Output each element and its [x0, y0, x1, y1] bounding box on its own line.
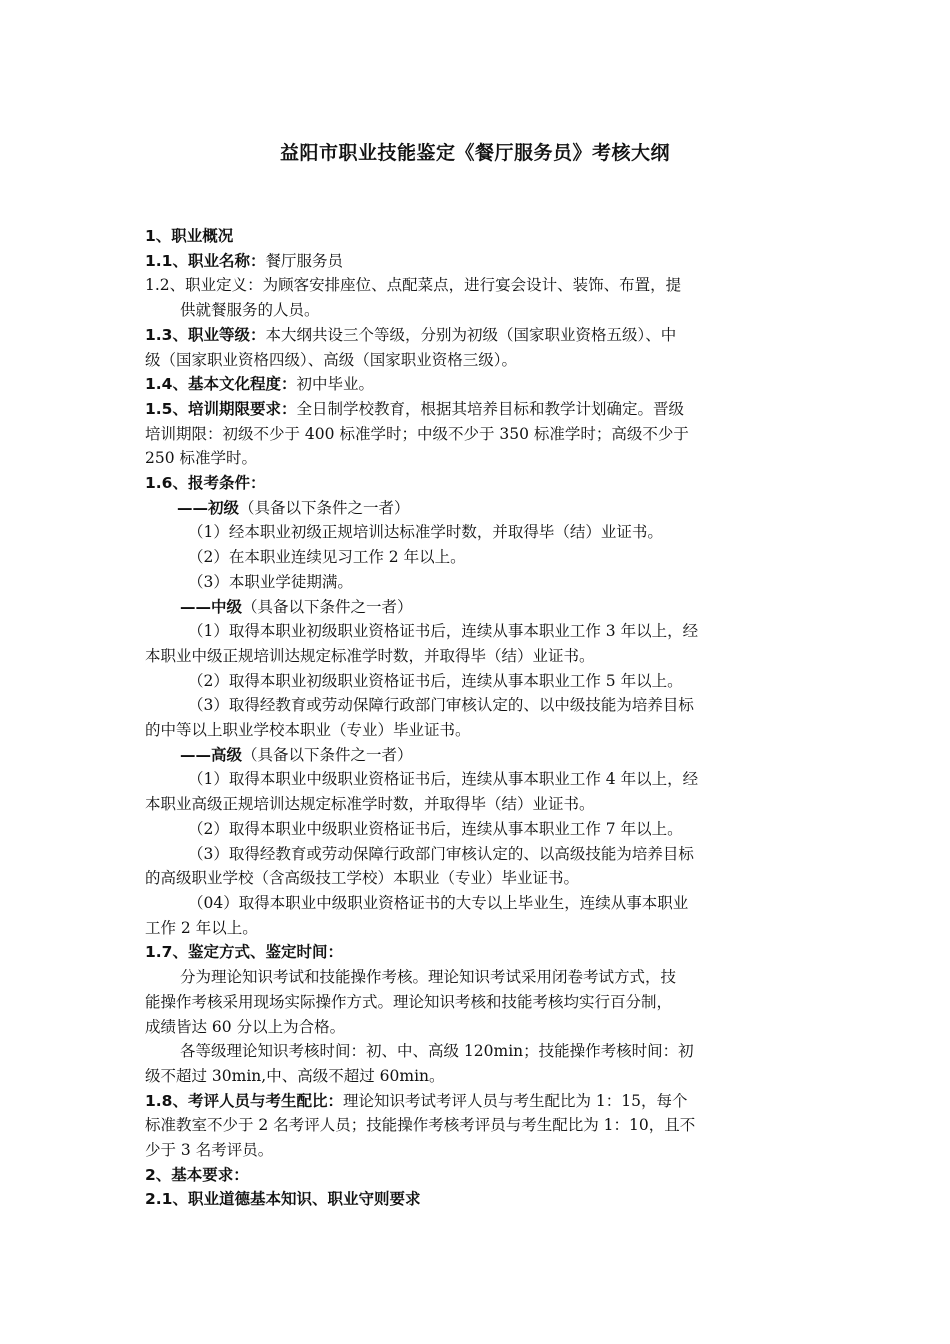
section-heading: 1、职业概况	[145, 227, 234, 245]
level-label: ——初级	[177, 498, 240, 517]
level-label: ——高级	[180, 745, 243, 764]
level-note: （具备以下条件之一者）	[239, 498, 410, 517]
field-label: 1.3、职业等级：	[145, 325, 266, 344]
field-label: 1.5、培训期限要求：	[145, 399, 297, 418]
text-line: 少于 3 名考评员。	[145, 1141, 274, 1160]
paragraph	[145, 1089, 807, 1114]
condition-item: （1）经本职业初级正规培训达标准学时数，并取得毕（结）业证书。	[188, 523, 663, 542]
condition-item: （1）取得本职业中级职业资格证书后，连续从事本职业工作 4 年以上，经	[188, 770, 699, 789]
field-value: 全日制学校教育，根据其培养目标和教学计划确定。晋级	[296, 399, 684, 418]
section-heading: 1.7、鉴定方式、鉴定时间：	[145, 943, 343, 962]
condition-item: （2）在本职业连续见习工作 2 年以上。	[188, 548, 466, 567]
paragraph	[145, 323, 807, 348]
paragraph	[145, 372, 807, 397]
field-value: 本大纲共设三个等级，分别为初级（国家职业资格五级）、中	[265, 325, 677, 344]
level-heading-junior	[145, 496, 807, 521]
field-value: 餐厅服务员	[265, 251, 343, 270]
text-line: 本职业中级正规培训达规定标准学时数，并取得毕（结）业证书。	[145, 646, 595, 665]
text-line: 级不超过 30min,中、高级不超过 60min。	[145, 1066, 445, 1085]
field-label: 1.4、基本文化程度：	[145, 375, 297, 394]
level-label: ——中级	[180, 597, 243, 616]
text-line: 级（国家职业资格四级）、高级（国家职业资格三级）。	[145, 350, 518, 369]
text-line: 250 标准学时。	[145, 449, 258, 468]
condition-item: （3）取得经教育或劳动保障行政部门审核认定的、以中级技能为培养目标	[188, 696, 694, 715]
condition-item: （2）取得本职业初级职业资格证书后，连续从事本职业工作 5 年以上。	[188, 671, 683, 690]
text-line: 工作 2 年以上。	[145, 918, 258, 937]
level-note: （具备以下条件之一者）	[242, 597, 413, 616]
text-line: 1.2、职业定义：为顾客安排座位、点配菜点，进行宴会设计、装饰、布置，提	[145, 276, 682, 295]
text-line: 分为理论知识考试和技能操作考核。理论知识考试采用闭卷考试方式，技	[180, 968, 677, 987]
text-line: 标准教室不少于 2 名考评人员；技能操作考核考评员与考生配比为 1：10，且不	[145, 1116, 696, 1135]
field-value: 理论知识考试考评人员与考生配比为 1：15，每个	[342, 1091, 688, 1110]
field-label: 1.1、职业名称：	[145, 251, 266, 270]
document-title: 益阳市职业技能鉴定《餐厅服务员》考核大纲	[279, 142, 670, 164]
field-label: 1.8、考评人员与考生配比：	[145, 1091, 343, 1110]
field-value: 初中毕业。	[296, 375, 374, 394]
section-heading: 1.6、报考条件：	[145, 474, 266, 493]
text-line: 的中等以上职业学校本职业（专业）毕业证书。	[145, 721, 471, 740]
level-heading-senior	[145, 743, 807, 768]
condition-item: （3）本职业学徒期满。	[188, 572, 353, 591]
condition-item: （2）取得本职业中级职业资格证书后，连续从事本职业工作 7 年以上。	[188, 819, 683, 838]
text-line: 各等级理论知识考核时间：初、中、高级 120min；技能操作考核时间：初	[180, 1042, 694, 1061]
paragraph	[145, 397, 807, 422]
condition-item: （3）取得经教育或劳动保障行政部门审核认定的、以高级技能为培养目标	[188, 844, 694, 863]
text-line: 的高级职业学校（含高级技工学校）本职业（专业）毕业证书。	[145, 869, 580, 888]
paragraph	[145, 249, 807, 274]
condition-item: （04）取得本职业中级职业资格证书的大专以上毕业生，连续从事本职业	[188, 893, 689, 912]
level-heading-intermediate	[145, 595, 807, 620]
document-body	[145, 224, 807, 1212]
text-line: 本职业高级正规培训达规定标准学时数，并取得毕（结）业证书。	[145, 795, 595, 814]
text-line: 供就餐服务的人员。	[180, 301, 320, 320]
subsection-heading: 2.1、职业道德基本知识、职业守则要求	[145, 1190, 421, 1209]
level-note: （具备以下条件之一者）	[242, 745, 413, 764]
section-heading: 2、基本要求：	[145, 1165, 249, 1184]
text-line: 成绩皆达 60 分以上为合格。	[145, 1017, 346, 1036]
text-line: 能操作考核采用现场实际操作方式。理论知识考核和技能考核均实行百分制，	[145, 992, 673, 1011]
text-line: 培训期限：初级不少于 400 标准学时；中级不少于 350 标准学时；高级不少于	[145, 424, 689, 443]
condition-item: （1）取得本职业初级职业资格证书后，连续从事本职业工作 3 年以上，经	[188, 622, 699, 641]
